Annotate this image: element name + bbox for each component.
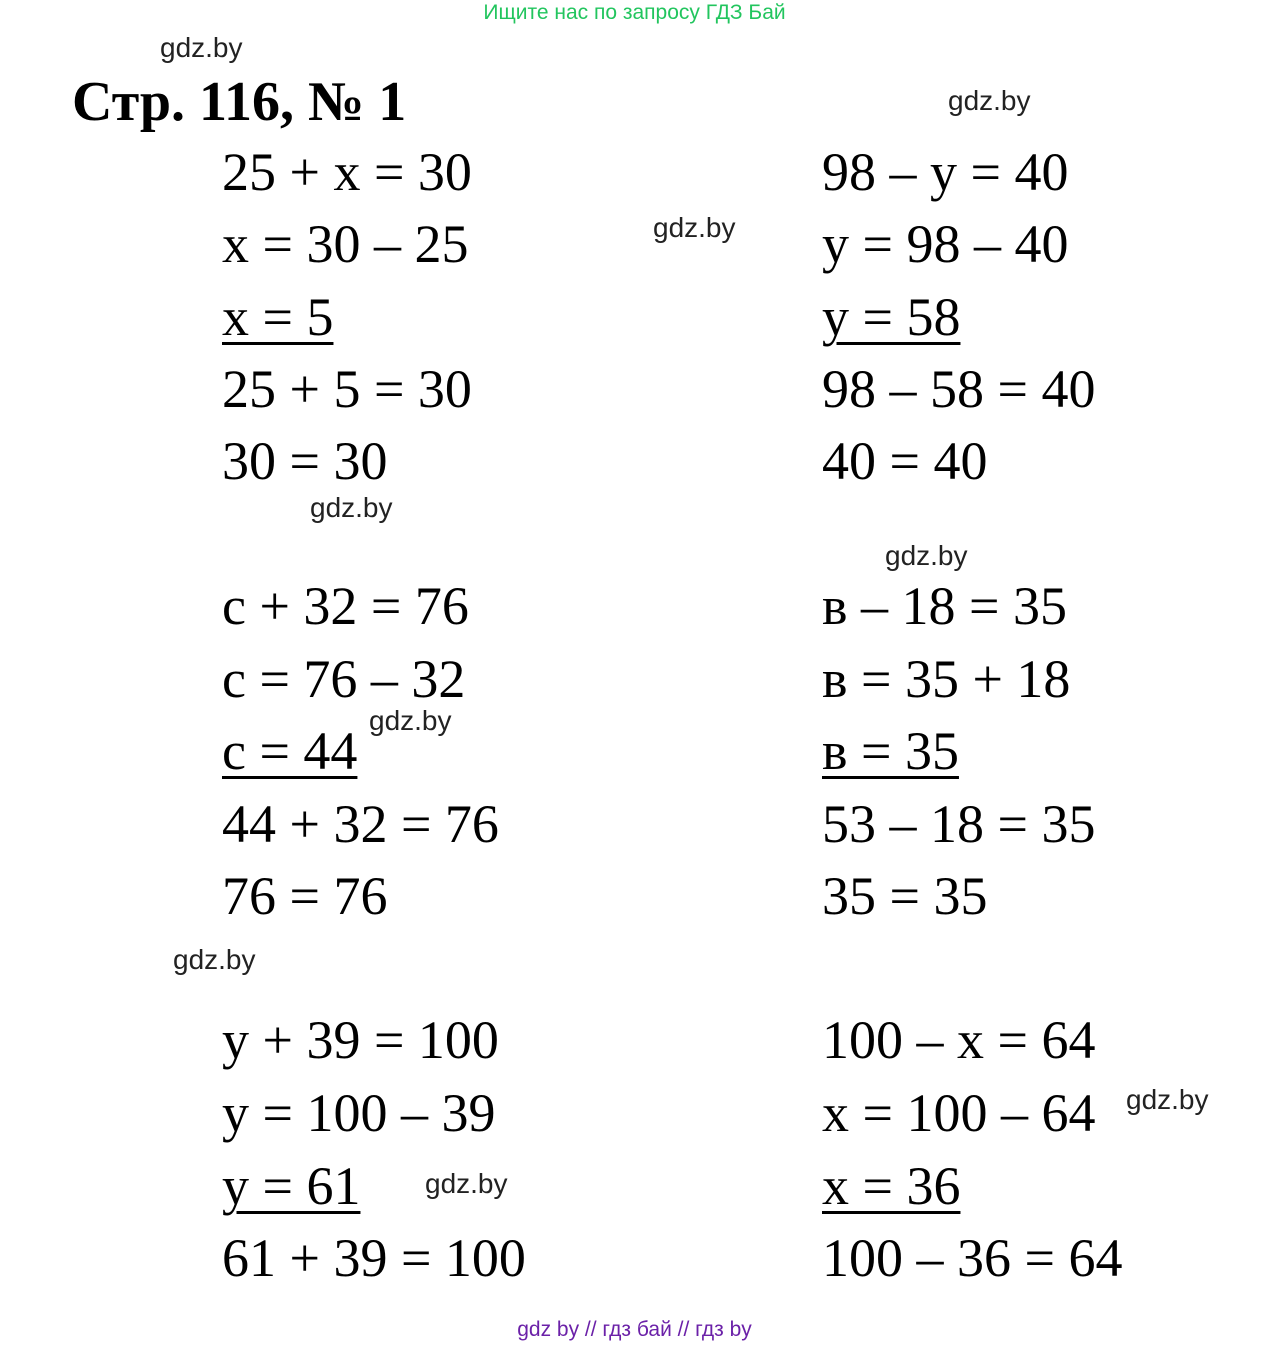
watermark: gdz.by (173, 944, 256, 975)
equation-line: 25 + 5 = 30 (222, 359, 472, 419)
equation-line: y = 100 – 39 (222, 1083, 496, 1143)
equation-line: 100 – 36 = 64 (822, 1228, 1123, 1288)
equation-line: c + 32 = 76 (222, 576, 469, 636)
equation-line: x = 30 – 25 (222, 214, 469, 274)
watermark: gdz.by (653, 212, 736, 243)
equation-line: 53 – 18 = 35 (822, 794, 1096, 854)
watermark: gdz.by (369, 705, 452, 736)
watermark: gdz.by (948, 85, 1031, 116)
equation-line: y + 39 = 100 (222, 1010, 499, 1070)
equation-line: в = 35 + 18 (822, 649, 1071, 709)
watermark: gdz.by (1126, 1084, 1209, 1115)
equation-answer: y = 58 (822, 287, 961, 347)
watermark: gdz.by (310, 492, 393, 523)
equation-line: c = 76 – 32 (222, 649, 466, 709)
equation-line: 76 = 76 (222, 866, 388, 926)
watermark: gdz.by (160, 32, 243, 63)
equation-answer: x = 5 (222, 287, 334, 347)
equation-line: y = 98 – 40 (822, 214, 1069, 274)
equation-line: 44 + 32 = 76 (222, 794, 499, 854)
equation-answer: в = 35 (822, 721, 959, 781)
equation-line: 30 = 30 (222, 431, 388, 491)
equation-line: в – 18 = 35 (822, 576, 1067, 636)
equation-answer: y = 61 (222, 1156, 361, 1216)
equation-line: 98 – y = 40 (822, 142, 1069, 202)
page-title: Стр. 116, № 1 (72, 71, 407, 133)
footer-links: gdz by // гдз бай // гдз by (517, 1318, 752, 1341)
equation-line: 61 + 39 = 100 (222, 1228, 526, 1288)
watermark: gdz.by (425, 1168, 508, 1199)
equation-line: 25 + x = 30 (222, 142, 472, 202)
equation-line: 40 = 40 (822, 431, 988, 491)
equation-line: 100 – x = 64 (822, 1010, 1096, 1070)
watermark: gdz.by (885, 540, 968, 571)
top-banner: Ищите нас по запросу ГДЗ Бай (483, 1, 786, 24)
equation-answer: c = 44 (222, 721, 358, 781)
equation-line: 35 = 35 (822, 866, 988, 926)
equation-answer: x = 36 (822, 1156, 961, 1216)
equation-line: 98 – 58 = 40 (822, 359, 1096, 419)
equation-line: x = 100 – 64 (822, 1083, 1096, 1143)
